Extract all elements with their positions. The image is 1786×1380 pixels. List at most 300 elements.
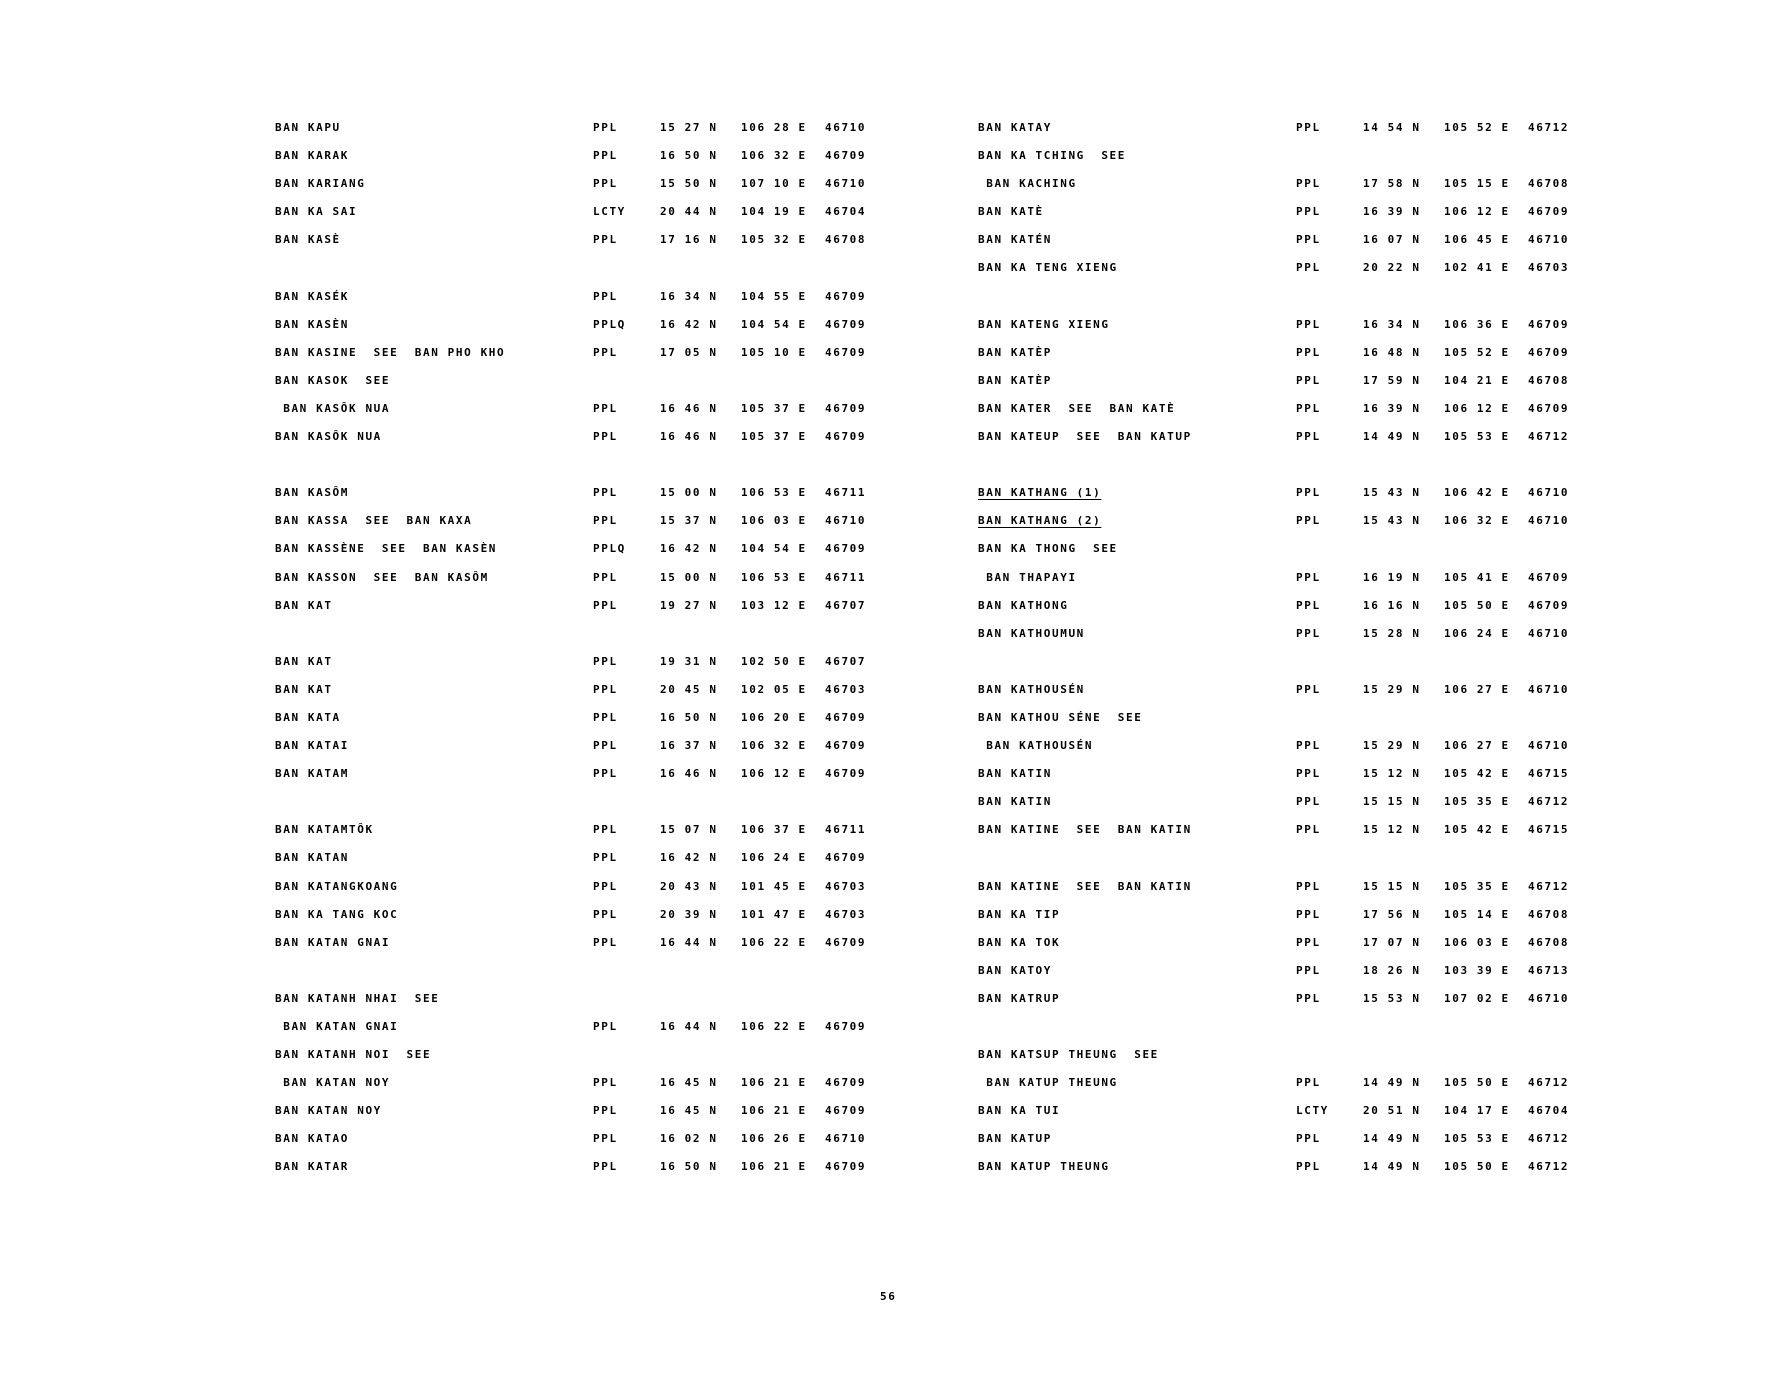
feature-code: PPL xyxy=(1296,626,1321,640)
map-sheet-number: 46712 xyxy=(1528,1160,1570,1174)
feature-code: PPL xyxy=(1296,430,1321,444)
feature-code: PPL xyxy=(1296,401,1321,415)
map-sheet-number: 46711 xyxy=(825,570,867,584)
map-sheet-number: 46710 xyxy=(825,121,867,134)
place-name: BAN KATÈ xyxy=(978,205,1044,219)
place-name: BAN KASSÈNE SEE BAN KASÈN xyxy=(275,542,498,556)
longitude: 106 20 E xyxy=(741,710,807,724)
map-sheet-number: 46709 xyxy=(825,851,867,865)
place-name: BAN KASSON SEE BAN KASÔM xyxy=(275,570,489,584)
latitude: 16 44 N xyxy=(660,1020,718,1033)
longitude: 105 50 E xyxy=(1444,1076,1510,1090)
map-sheet-number: 46709 xyxy=(825,345,867,359)
feature-code: PPL xyxy=(1296,233,1321,247)
place-name: BAN KATINE SEE BAN KATIN xyxy=(978,879,1192,893)
longitude: 105 42 E xyxy=(1444,823,1510,837)
longitude: 105 42 E xyxy=(1444,767,1510,781)
latitude: 16 42 N xyxy=(660,542,718,556)
page-number: 56 xyxy=(880,1290,897,1303)
longitude: 105 52 E xyxy=(1444,121,1510,134)
map-sheet-number: 46703 xyxy=(825,682,867,696)
latitude: 15 12 N xyxy=(1363,767,1421,781)
map-sheet-number: 46710 xyxy=(825,514,867,528)
longitude: 105 37 E xyxy=(741,430,807,444)
place-name: BAN KATAN xyxy=(275,851,350,865)
map-sheet-number: 46709 xyxy=(825,1104,867,1118)
longitude: 106 53 E xyxy=(741,570,807,584)
place-name: BAN KATHOU SÉNE SEE xyxy=(978,710,1143,724)
place-name: BAN KASÈ xyxy=(275,233,341,247)
latitude: 15 27 N xyxy=(660,121,718,134)
latitude: 19 27 N xyxy=(660,598,718,612)
feature-code: PPL xyxy=(593,682,618,696)
place-name: BAN KA TENG XIENG xyxy=(978,261,1118,275)
map-sheet-number: 46707 xyxy=(825,598,867,612)
latitude: 14 54 N xyxy=(1363,121,1421,134)
feature-code: PPL xyxy=(593,233,618,247)
latitude: 16 34 N xyxy=(1363,317,1421,331)
map-sheet-number: 46712 xyxy=(1528,430,1570,444)
feature-code: PPL xyxy=(1296,261,1321,275)
place-name: BAN KATAM xyxy=(275,767,350,781)
longitude: 106 32 E xyxy=(1444,514,1510,528)
feature-code: PPL xyxy=(593,907,618,921)
map-sheet-number: 46709 xyxy=(825,1076,867,1090)
map-sheet-number: 46709 xyxy=(825,430,867,444)
feature-code: PPL xyxy=(593,570,618,584)
place-name: BAN KATHOUSÉN xyxy=(978,682,1085,696)
latitude: 20 45 N xyxy=(660,682,718,696)
place-name: BAN KASÈN xyxy=(275,317,350,331)
place-name: BAN KASÔK NUA xyxy=(275,430,382,444)
map-sheet-number: 46703 xyxy=(1528,261,1570,275)
latitude: 16 42 N xyxy=(660,317,718,331)
longitude: 106 24 E xyxy=(1444,626,1510,640)
feature-code: PPLQ xyxy=(593,542,626,556)
place-name: BAN KATEUP SEE BAN KATUP xyxy=(978,430,1192,444)
place-name: BAN KATAN GNAI xyxy=(275,1020,399,1033)
longitude: 102 05 E xyxy=(741,682,807,696)
map-sheet-number: 46710 xyxy=(1528,233,1570,247)
latitude: 16 34 N xyxy=(660,289,718,303)
latitude: 17 56 N xyxy=(1363,907,1421,921)
latitude: 16 39 N xyxy=(1363,205,1421,219)
place-name: BAN KAT xyxy=(275,654,333,668)
longitude: 106 21 E xyxy=(741,1076,807,1090)
latitude: 15 00 N xyxy=(660,570,718,584)
place-name: BAN KATAMTÔK xyxy=(275,823,374,837)
map-sheet-number: 46703 xyxy=(825,907,867,921)
latitude: 15 29 N xyxy=(1363,739,1421,753)
latitude: 14 49 N xyxy=(1363,430,1421,444)
longitude: 104 19 E xyxy=(741,205,807,219)
map-sheet-number: 46709 xyxy=(1528,401,1570,415)
place-name: BAN KATHOUMUN xyxy=(978,626,1085,640)
feature-code: PPL xyxy=(1296,1076,1321,1090)
place-name: BAN KATÈP xyxy=(978,373,1053,387)
longitude: 105 37 E xyxy=(741,401,807,415)
map-sheet-number: 46710 xyxy=(825,177,867,191)
place-name: BAN KATIN xyxy=(978,767,1053,781)
latitude: 20 44 N xyxy=(660,205,718,219)
feature-code: PPL xyxy=(1296,317,1321,331)
feature-code: PPL xyxy=(593,121,618,134)
longitude: 105 41 E xyxy=(1444,570,1510,584)
map-sheet-number: 46708 xyxy=(1528,935,1570,949)
map-sheet-number: 46709 xyxy=(825,149,867,163)
place-name: BAN KA TIP xyxy=(978,907,1061,921)
feature-code: PPL xyxy=(1296,373,1321,387)
map-sheet-number: 46703 xyxy=(825,879,867,893)
feature-code: PPL xyxy=(1296,345,1321,359)
map-sheet-number: 46710 xyxy=(1528,514,1570,528)
place-name: BAN KATAN GNAI xyxy=(275,935,391,949)
longitude: 105 50 E xyxy=(1444,598,1510,612)
longitude: 105 35 E xyxy=(1444,795,1510,809)
map-sheet-number: 46709 xyxy=(1528,345,1570,359)
place-name: BAN KATIN xyxy=(978,795,1053,809)
map-sheet-number: 46715 xyxy=(1528,767,1570,781)
place-name: BAN KASÉK xyxy=(275,289,350,303)
map-sheet-number: 46715 xyxy=(1528,823,1570,837)
place-name: BAN THAPAYI xyxy=(978,570,1077,584)
latitude: 14 49 N xyxy=(1363,1076,1421,1090)
feature-code: PPLQ xyxy=(593,317,626,331)
longitude: 105 35 E xyxy=(1444,879,1510,893)
map-sheet-number: 46709 xyxy=(825,935,867,949)
place-name: BAN KAT xyxy=(275,682,333,696)
latitude: 15 50 N xyxy=(660,177,718,191)
longitude: 105 14 E xyxy=(1444,907,1510,921)
place-name: BAN KATÉN xyxy=(978,233,1053,247)
map-sheet-number: 46709 xyxy=(825,542,867,556)
longitude: 106 22 E xyxy=(741,1020,807,1033)
feature-code: PPL xyxy=(593,739,618,753)
place-name: BAN KAT xyxy=(275,598,333,612)
longitude: 104 17 E xyxy=(1444,1104,1510,1118)
feature-code: PPL xyxy=(1296,205,1321,219)
longitude: 106 03 E xyxy=(741,514,807,528)
place-name: BAN KATENG XIENG xyxy=(978,317,1110,331)
map-sheet-number: 46710 xyxy=(825,1132,867,1146)
place-name: BAN KASSA SEE BAN KAXA xyxy=(275,514,473,528)
latitude: 19 31 N xyxy=(660,654,718,668)
latitude: 15 07 N xyxy=(660,823,718,837)
longitude: 106 22 E xyxy=(741,935,807,949)
feature-code: PPL xyxy=(1296,1132,1321,1146)
map-sheet-number: 46710 xyxy=(1528,626,1570,640)
map-sheet-number: 46709 xyxy=(1528,317,1570,331)
feature-code: PPL xyxy=(1296,121,1321,134)
feature-code: PPL xyxy=(1296,767,1321,781)
longitude: 103 12 E xyxy=(741,598,807,612)
longitude: 105 53 E xyxy=(1444,1132,1510,1146)
longitude: 106 12 E xyxy=(741,767,807,781)
place-name: BAN KA TOK xyxy=(978,935,1061,949)
longitude: 106 21 E xyxy=(741,1160,807,1174)
feature-code: LCTY xyxy=(593,205,626,219)
longitude: 106 42 E xyxy=(1444,486,1510,500)
map-sheet-number: 46709 xyxy=(825,767,867,781)
latitude: 16 46 N xyxy=(660,430,718,444)
map-sheet-number: 46709 xyxy=(825,1020,867,1033)
latitude: 16 46 N xyxy=(660,401,718,415)
longitude: 106 26 E xyxy=(741,1132,807,1146)
map-sheet-number: 46708 xyxy=(825,233,867,247)
place-name: BAN KATAR xyxy=(275,1160,350,1174)
place-name: BAN KATAO xyxy=(275,1132,350,1146)
place-name: BAN KATAN NOY xyxy=(275,1104,382,1118)
longitude: 106 32 E xyxy=(741,149,807,163)
longitude: 103 39 E xyxy=(1444,963,1510,977)
longitude: 105 32 E xyxy=(741,233,807,247)
latitude: 16 45 N xyxy=(660,1104,718,1118)
longitude: 104 54 E xyxy=(741,542,807,556)
place-name: BAN KATHONG xyxy=(978,598,1069,612)
feature-code: PPL xyxy=(593,149,618,163)
map-sheet-number: 46704 xyxy=(1528,1104,1570,1118)
place-name: BAN KATHANG (1) xyxy=(978,486,1102,500)
feature-code: PPL xyxy=(593,177,618,191)
place-name: BAN KATAY xyxy=(978,121,1053,134)
longitude: 106 45 E xyxy=(1444,233,1510,247)
longitude: 106 03 E xyxy=(1444,935,1510,949)
place-name: BAN KATUP xyxy=(978,1132,1053,1146)
longitude: 105 52 E xyxy=(1444,345,1510,359)
place-name: BAN KATOY xyxy=(978,963,1053,977)
feature-code: PPL xyxy=(593,514,618,528)
feature-code: PPL xyxy=(1296,991,1321,1005)
feature-code: PPL xyxy=(593,1076,618,1090)
longitude: 104 21 E xyxy=(1444,373,1510,387)
feature-code: PPL xyxy=(1296,823,1321,837)
map-sheet-number: 46710 xyxy=(1528,682,1570,696)
place-name: BAN KASINE SEE BAN PHO KHO xyxy=(275,345,506,359)
latitude: 14 49 N xyxy=(1363,1132,1421,1146)
latitude: 17 16 N xyxy=(660,233,718,247)
longitude: 101 47 E xyxy=(741,907,807,921)
map-sheet-number: 46709 xyxy=(1528,570,1570,584)
longitude: 105 50 E xyxy=(1444,1160,1510,1174)
place-name: BAN KA TUI xyxy=(978,1104,1061,1118)
latitude: 15 15 N xyxy=(1363,879,1421,893)
feature-code: PPL xyxy=(593,486,618,500)
place-name: BAN KATRUP xyxy=(978,991,1061,1005)
feature-code: PPL xyxy=(1296,598,1321,612)
latitude: 15 53 N xyxy=(1363,991,1421,1005)
map-sheet-number: 46704 xyxy=(825,205,867,219)
map-sheet-number: 46709 xyxy=(825,739,867,753)
latitude: 15 15 N xyxy=(1363,795,1421,809)
longitude: 106 53 E xyxy=(741,486,807,500)
map-sheet-number: 46709 xyxy=(825,289,867,303)
map-sheet-number: 46713 xyxy=(1528,963,1570,977)
feature-code: PPL xyxy=(1296,907,1321,921)
place-name: BAN KASÔM xyxy=(275,486,350,500)
latitude: 15 37 N xyxy=(660,514,718,528)
feature-code: PPL xyxy=(1296,739,1321,753)
feature-code: PPL xyxy=(593,767,618,781)
feature-code: PPL xyxy=(1296,879,1321,893)
feature-code: PPL xyxy=(593,401,618,415)
place-name: BAN KA TCHING SEE xyxy=(978,149,1127,163)
latitude: 15 28 N xyxy=(1363,626,1421,640)
place-name: BAN KAPU xyxy=(275,121,341,134)
feature-code: PPL xyxy=(593,879,618,893)
longitude: 106 21 E xyxy=(741,1104,807,1118)
latitude: 16 46 N xyxy=(660,767,718,781)
map-sheet-number: 46712 xyxy=(1528,795,1570,809)
map-sheet-number: 46709 xyxy=(1528,205,1570,219)
place-name: BAN KATANGKOANG xyxy=(275,879,399,893)
map-sheet-number: 46711 xyxy=(825,486,867,500)
place-name: BAN KASOK SEE xyxy=(275,373,391,387)
feature-code: PPL xyxy=(593,1160,618,1174)
longitude: 106 27 E xyxy=(1444,682,1510,696)
latitude: 16 48 N xyxy=(1363,345,1421,359)
map-sheet-number: 46712 xyxy=(1528,1076,1570,1090)
longitude: 102 50 E xyxy=(741,654,807,668)
place-name: BAN KA TANG KOC xyxy=(275,907,399,921)
feature-code: PPL xyxy=(593,289,618,303)
place-name: BAN KATER SEE BAN KATÈ xyxy=(978,401,1176,415)
place-name: BAN KATAI xyxy=(275,739,350,753)
latitude: 15 12 N xyxy=(1363,823,1421,837)
place-name: BAN KA THONG SEE xyxy=(978,542,1118,556)
longitude: 102 41 E xyxy=(1444,261,1510,275)
map-sheet-number: 46709 xyxy=(1528,598,1570,612)
longitude: 107 10 E xyxy=(741,177,807,191)
latitude: 20 43 N xyxy=(660,879,718,893)
latitude: 18 26 N xyxy=(1363,963,1421,977)
longitude: 106 24 E xyxy=(741,851,807,865)
latitude: 15 00 N xyxy=(660,486,718,500)
latitude: 15 43 N xyxy=(1363,514,1421,528)
feature-code: PPL xyxy=(593,823,618,837)
map-sheet-number: 46712 xyxy=(1528,879,1570,893)
map-sheet-number: 46709 xyxy=(825,1160,867,1174)
feature-code: PPL xyxy=(1296,1160,1321,1174)
latitude: 17 05 N xyxy=(660,345,718,359)
feature-code: PPL xyxy=(1296,514,1321,528)
map-sheet-number: 46710 xyxy=(1528,991,1570,1005)
latitude: 17 58 N xyxy=(1363,177,1421,191)
place-name: BAN KATANH NOI SEE xyxy=(275,1048,432,1062)
latitude: 17 07 N xyxy=(1363,935,1421,949)
map-sheet-number: 46709 xyxy=(825,710,867,724)
map-sheet-number: 46708 xyxy=(1528,907,1570,921)
map-sheet-number: 46712 xyxy=(1528,1132,1570,1146)
longitude: 106 36 E xyxy=(1444,317,1510,331)
latitude: 14 49 N xyxy=(1363,1160,1421,1174)
feature-code: PPL xyxy=(1296,935,1321,949)
feature-code: PPL xyxy=(1296,682,1321,696)
latitude: 17 59 N xyxy=(1363,373,1421,387)
feature-code: PPL xyxy=(593,935,618,949)
feature-code: PPL xyxy=(593,430,618,444)
place-name: BAN KATUP THEUNG xyxy=(978,1076,1118,1090)
map-sheet-number: 46708 xyxy=(1528,373,1570,387)
place-name: BAN KARIANG xyxy=(275,177,366,191)
feature-code: PPL xyxy=(593,598,618,612)
longitude: 106 12 E xyxy=(1444,401,1510,415)
longitude: 101 45 E xyxy=(741,879,807,893)
feature-code: PPL xyxy=(1296,795,1321,809)
longitude: 106 28 E xyxy=(741,121,807,134)
latitude: 20 51 N xyxy=(1363,1104,1421,1118)
latitude: 16 50 N xyxy=(660,1160,718,1174)
feature-code: PPL xyxy=(593,710,618,724)
place-name: BAN KATAN NOY xyxy=(275,1076,391,1090)
feature-code: PPL xyxy=(1296,570,1321,584)
latitude: 16 42 N xyxy=(660,851,718,865)
map-sheet-number: 46709 xyxy=(825,317,867,331)
longitude: 106 12 E xyxy=(1444,205,1510,219)
latitude: 20 22 N xyxy=(1363,261,1421,275)
feature-code: PPL xyxy=(1296,486,1321,500)
feature-code: PPL xyxy=(593,654,618,668)
latitude: 16 16 N xyxy=(1363,598,1421,612)
map-sheet-number: 46709 xyxy=(825,401,867,415)
place-name: BAN KASÔK NUA xyxy=(275,401,391,415)
feature-code: PPL xyxy=(1296,177,1321,191)
place-name: BAN KATUP THEUNG xyxy=(978,1160,1110,1174)
feature-code: LCTY xyxy=(1296,1104,1329,1118)
longitude: 105 53 E xyxy=(1444,430,1510,444)
place-name: BAN KATSUP THEUNG SEE xyxy=(978,1048,1159,1062)
map-sheet-number: 46711 xyxy=(825,823,867,837)
longitude: 106 32 E xyxy=(741,739,807,753)
place-name: BAN KATHOUSÉN xyxy=(978,739,1094,753)
latitude: 16 07 N xyxy=(1363,233,1421,247)
latitude: 16 39 N xyxy=(1363,401,1421,415)
map-sheet-number: 46712 xyxy=(1528,121,1570,134)
latitude: 16 37 N xyxy=(660,739,718,753)
feature-code: PPL xyxy=(593,1132,618,1146)
feature-code: PPL xyxy=(593,1104,618,1118)
latitude: 20 39 N xyxy=(660,907,718,921)
map-sheet-number: 46710 xyxy=(1528,739,1570,753)
latitude: 16 02 N xyxy=(660,1132,718,1146)
latitude: 15 29 N xyxy=(1363,682,1421,696)
longitude: 104 55 E xyxy=(741,289,807,303)
latitude: 16 50 N xyxy=(660,149,718,163)
map-sheet-number: 46710 xyxy=(1528,486,1570,500)
map-sheet-number: 46707 xyxy=(825,654,867,668)
latitude: 16 50 N xyxy=(660,710,718,724)
place-name: BAN KATINE SEE BAN KATIN xyxy=(978,823,1192,837)
longitude: 104 54 E xyxy=(741,317,807,331)
feature-code: PPL xyxy=(593,345,618,359)
latitude: 16 45 N xyxy=(660,1076,718,1090)
longitude: 107 02 E xyxy=(1444,991,1510,1005)
longitude: 105 15 E xyxy=(1444,177,1510,191)
place-name: BAN KATÈP xyxy=(978,345,1053,359)
longitude: 106 27 E xyxy=(1444,739,1510,753)
latitude: 16 44 N xyxy=(660,935,718,949)
longitude: 105 10 E xyxy=(741,345,807,359)
latitude: 15 43 N xyxy=(1363,486,1421,500)
longitude: 106 37 E xyxy=(741,823,807,837)
latitude: 16 19 N xyxy=(1363,570,1421,584)
place-name: BAN KACHING xyxy=(978,177,1077,191)
feature-code: PPL xyxy=(1296,963,1321,977)
place-name: BAN KATA xyxy=(275,710,341,724)
map-sheet-number: 46708 xyxy=(1528,177,1570,191)
place-name: BAN KATANH NHAI SEE xyxy=(275,991,440,1005)
place-name: BAN KATHANG (2) xyxy=(978,514,1102,528)
feature-code: PPL xyxy=(593,1020,618,1033)
